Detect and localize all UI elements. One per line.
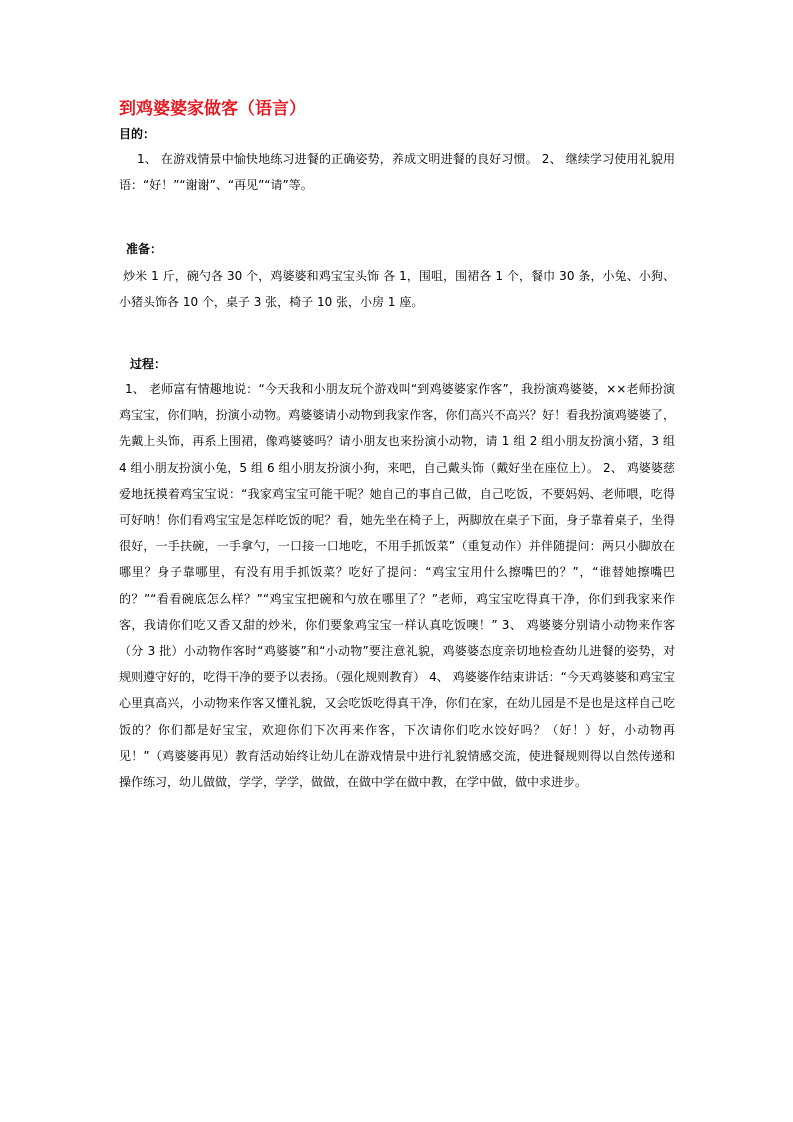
process-label: 过程： [130, 357, 167, 371]
purpose-label: 目的： [119, 127, 156, 141]
preparation-label: 准备： [126, 242, 163, 256]
purpose-paragraph: 1、 在游戏情景中愉快地练习进餐的正确姿势，养成文明进餐的良好习惯。 2、 继续学习使用礼貌用语：“好！”“谢谢”、“再见”“请”等。 [119, 152, 675, 193]
process-paragraph: 1、 老师富有情趣地说：“今天我和小朋友玩个游戏叫“到鸡婆婆家作客”，我扮演鸡婆婆，××老师扮演鸡宝宝，你们呐，扮演小动物。鸡婆婆请小动物到我家作客，你们高兴不高兴？好！看我扮演鸡婆婆了，先戴上头饰，再系上围裙，像鸡婆婆吗？请小朋友也来扮演小动物，请 1 组 2 组小朋友扮演小猪，3 组 4 组小朋友扮演小兔，5 组 6 组小朋友扮演小狗，来吧，自己戴头饰（戴好坐在座位上）。 2、 鸡婆婆慈爱地抚摸着鸡宝宝说：“我家鸡宝宝可能干呢？她自己的事自己做，自己吃饭，不要妈妈、老师喂，吃得可好呐！你们看鸡宝宝是怎样吃饭的呢？看，她先坐在椅子上，两脚放在桌子下面，身子靠着桌子，坐得很好，一手扶碗，一手拿勺，一口接一口地吃，不用手抓饭菜”（重复动作）并伴随提问：两只小脚放在哪里？身子靠哪里，有没有用手抓饭菜？吃好了提问：“鸡宝宝用什么擦嘴巴的？”，“谁替她擦嘴巴的？”“看看碗底怎么样？”“鸡宝宝把碗和勺放在哪里了？”老师，鸡宝宝吃得真干净，你们到我家来作客，我请你们吃又香又甜的炒米，你们要象鸡宝宝一样认真吃饭噢！” 3、 鸡婆婆分别请小动物来作客（分 3 批）小动物作客时“鸡婆婆”和“小动物”要注意礼貌，鸡婆婆态度亲切地检查幼儿进餐的姿势，对规则遵守好的，吃得干净的要予以表扬。（强化规则教育） 4、 鸡婆婆作结束讲话：“今天鸡婆婆和鸡宝宝心里真高兴，小动物来作客又懂礼貌，又会吃饭吃得真干净，你们在家，在幼儿园是不是也是这样自己吃饭的？你们都是好宝宝，欢迎你们下次再来作客，下次请你们吃水饺好吗？（好！）好，小动物再见！”（鸡婆婆再见）教育活动始终让幼儿在游戏情景中进行礼貌情感交流，使进餐规则得以自然传递和操作练习，幼儿做做，学学，学学，做做，在做中学在做中教，在学中做，做中求进步。 [119, 382, 675, 790]
document-title: 到鸡婆婆家做客（语言） [119, 99, 306, 119]
preparation-paragraph: 炒米 1 斤，碗勺各 30 个，鸡婆婆和鸡宝宝头饰 各 1，围咀，围裙各 1 个，餐巾 30 条，小兔、小狗、小猪头饰各 10 个，桌子 3 张，椅子 10 张，小房 1 座。 [119, 269, 675, 310]
